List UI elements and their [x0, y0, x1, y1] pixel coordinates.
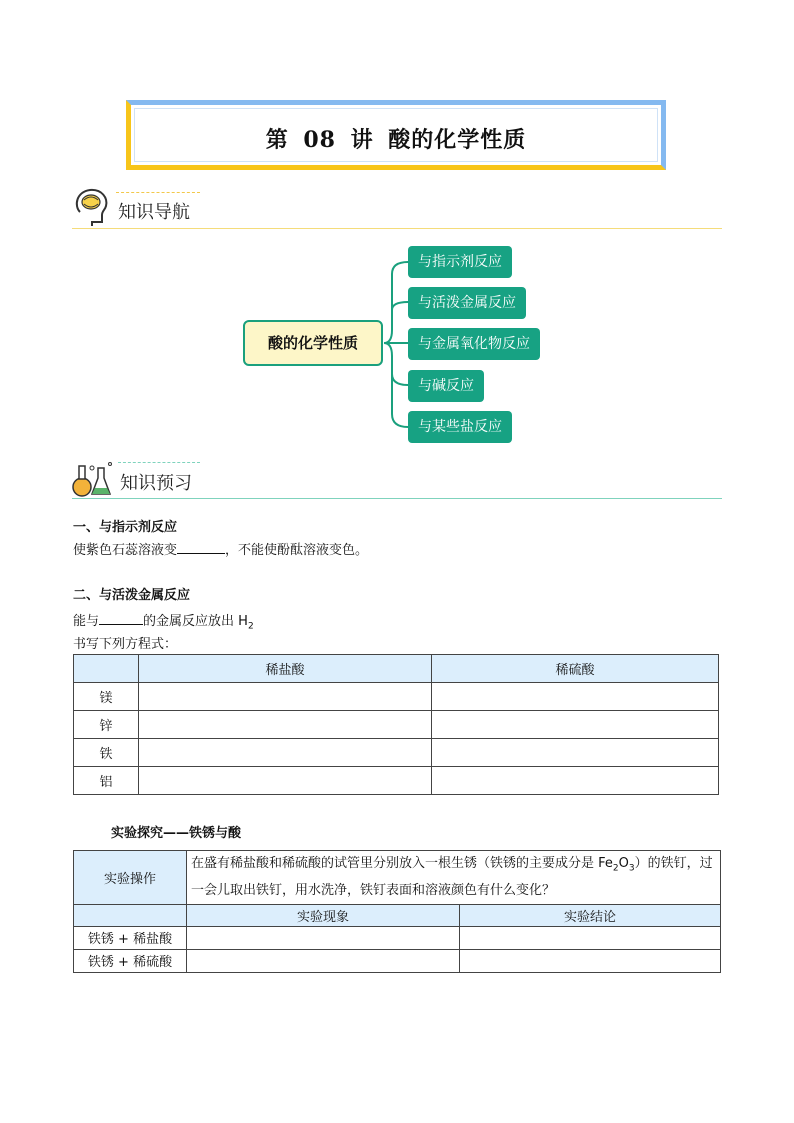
part1-heading: 一、与指示剂反应 [73, 520, 178, 535]
preview-divider [72, 498, 722, 499]
experiment-table [73, 850, 721, 973]
table-header: 稀盐酸 [139, 655, 432, 683]
table-row-label: 铝 [74, 767, 139, 795]
table-row-label: 铁 [74, 739, 139, 767]
preview-top-line [118, 462, 200, 463]
table-row-label: 镁 [74, 683, 139, 711]
part1-text [73, 539, 368, 558]
subscript: 2 [612, 863, 619, 874]
table-row-label: 铁锈 + 稀硫酸 [74, 949, 187, 972]
table-cell[interactable] [139, 683, 432, 711]
table-header: 实验现象 [187, 904, 460, 926]
nav-divider [72, 228, 722, 229]
flask-icon [70, 460, 116, 498]
subscript: 2 [247, 621, 254, 632]
op-text [187, 851, 721, 905]
table-cell[interactable] [139, 767, 432, 795]
table-cell[interactable] [187, 926, 460, 949]
table-cell[interactable] [460, 949, 721, 972]
table-header: 实验结论 [460, 904, 721, 926]
section-nav-title: 知识导航 [118, 202, 190, 223]
mindmap-branch: 与某些盐反应 [408, 411, 512, 443]
table-row-label: 锌 [74, 711, 139, 739]
part2-text [73, 610, 254, 632]
table-cell[interactable] [460, 926, 721, 949]
table-header [74, 655, 139, 683]
op-text-a: 在盛有稀盐酸和稀硫酸的试管里分别放入一根生锈（铁锈的主要成分是 Fe [191, 856, 613, 871]
page-title: 第 08 讲 酸的化学性质 [265, 127, 527, 153]
subscript: 3 [628, 863, 635, 874]
part1-text-a: 使紫色石蕊溶液变 [73, 543, 178, 558]
table-cell[interactable] [432, 739, 719, 767]
op-label: 实验操作 [74, 851, 187, 905]
mindmap-branch: 与金属氧化物反应 [408, 328, 540, 360]
table-cell[interactable] [432, 711, 719, 739]
mindmap-root: 酸的化学性质 [243, 320, 383, 366]
part2-text-a: 能与 [73, 614, 100, 629]
table-cell[interactable] [139, 739, 432, 767]
mindmap-branch: 与碱反应 [408, 370, 484, 402]
section-preview-title: 知识预习 [120, 473, 192, 494]
metal-reaction-table [73, 654, 719, 795]
mindmap-branch: 与指示剂反应 [408, 246, 512, 278]
experiment-title: 实验探究——铁锈与酸 [111, 826, 242, 841]
table-cell[interactable] [139, 711, 432, 739]
title-box [126, 100, 666, 170]
fill-blank[interactable] [99, 612, 143, 625]
table-row-label: 铁锈 + 稀盐酸 [74, 926, 187, 949]
part2-instruction: 书写下列方程式： [73, 637, 178, 652]
nav-top-line [116, 192, 200, 193]
table-header: 稀硫酸 [432, 655, 719, 683]
table-cell[interactable] [432, 767, 719, 795]
part1-text-b: ，不能使酚酞溶液变色。 [225, 543, 369, 558]
table-header [74, 904, 187, 926]
part2-text-b: 的金属反应放出 H [143, 614, 248, 629]
table-cell[interactable] [432, 683, 719, 711]
op-text-b: O [618, 856, 629, 871]
op-text-c: ）的铁钉，过一会儿取出铁钉，用水洗净，铁钉表面和溶液颜色有什么变化？ [191, 856, 713, 898]
brain-icon [72, 186, 112, 228]
fill-blank[interactable] [177, 541, 225, 554]
mindmap-branch: 与活泼金属反应 [408, 287, 526, 319]
part2-heading: 二、与活泼金属反应 [73, 588, 191, 603]
table-cell[interactable] [187, 949, 460, 972]
